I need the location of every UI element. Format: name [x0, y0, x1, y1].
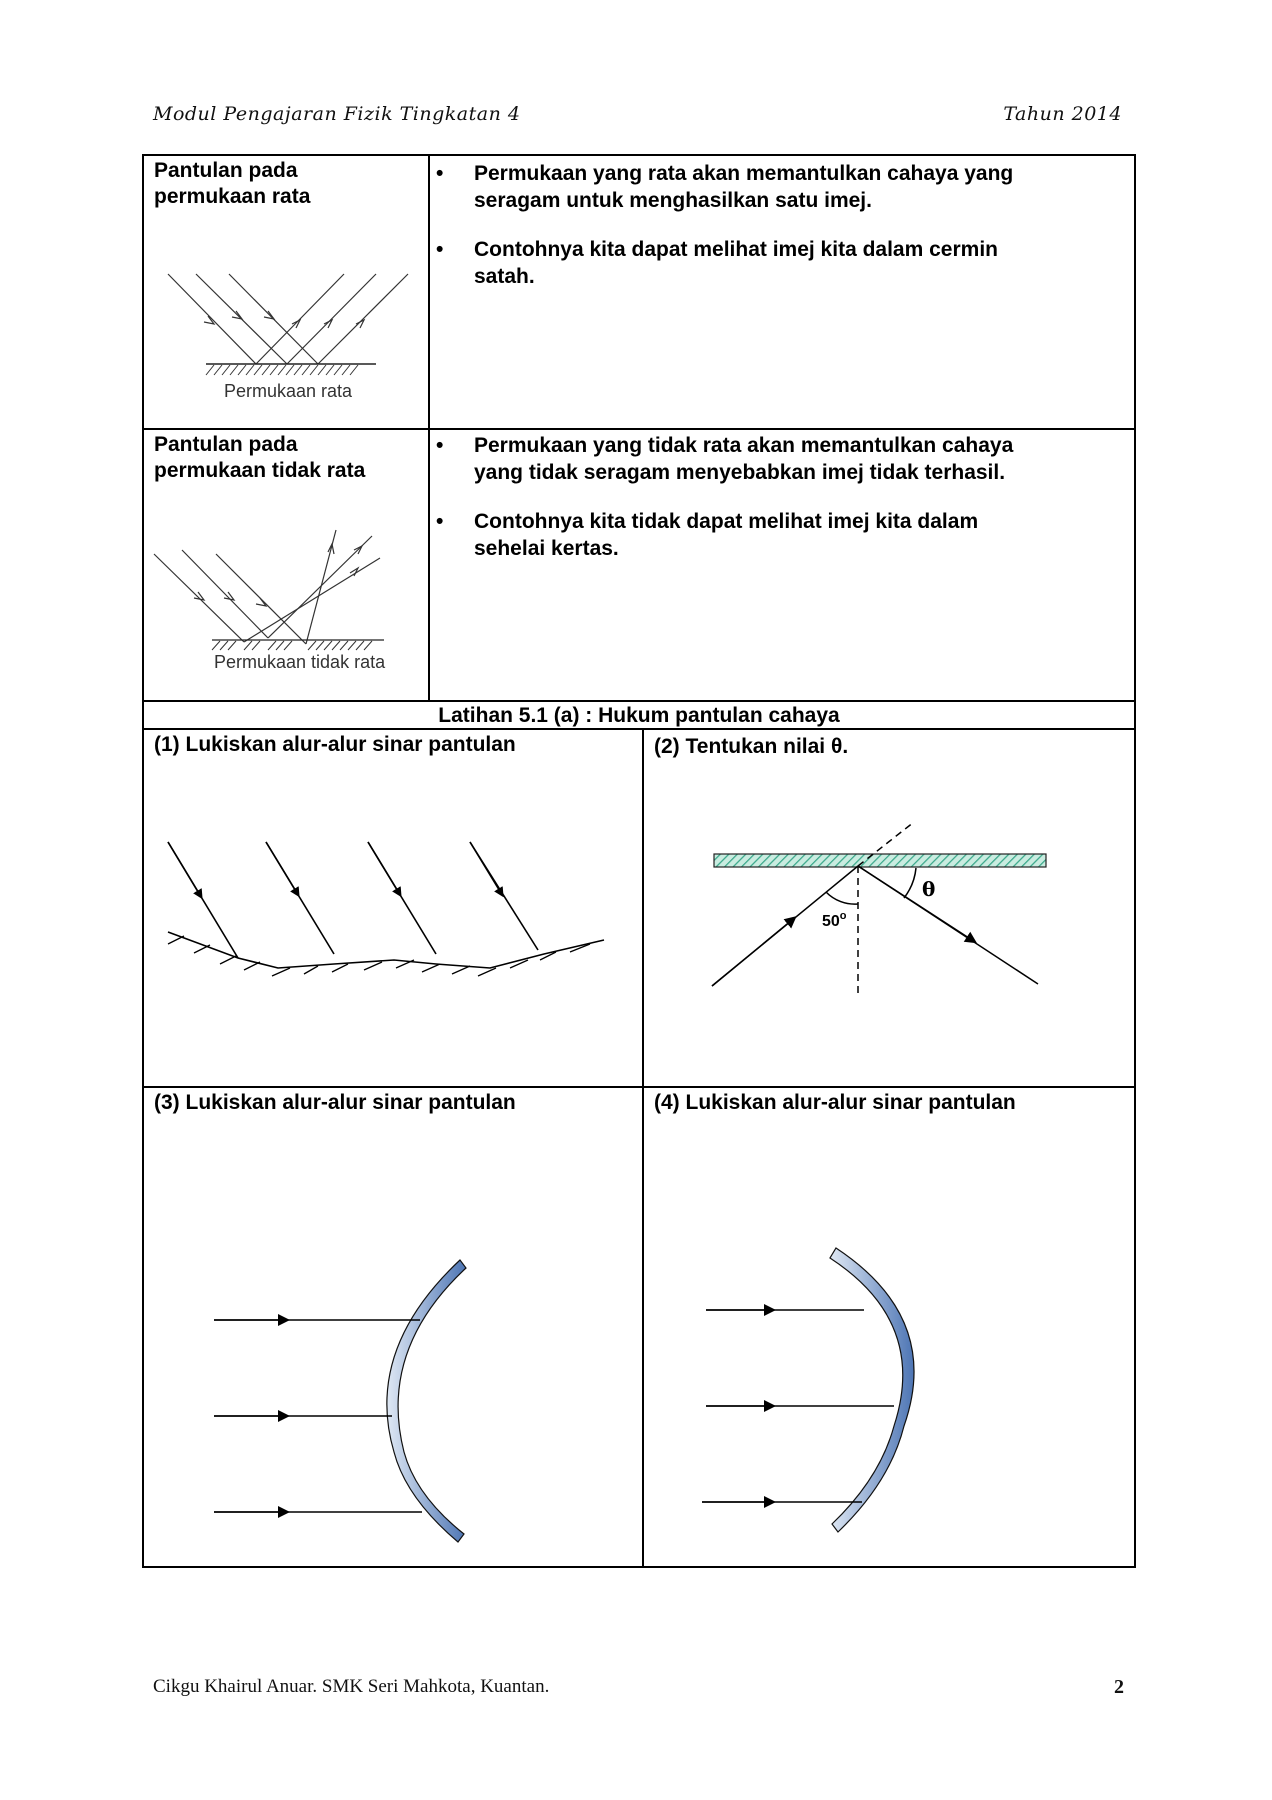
bullet-icon: •	[436, 434, 444, 457]
bullet-icon: •	[436, 510, 444, 533]
convex-mirror	[830, 1248, 914, 1532]
question-1-label: (1) Lukiskan alur-alur sinar pantulan	[154, 733, 516, 756]
header-year: Tahun 2014	[1003, 103, 1122, 125]
row2-bullet-2-line1: Contohnya kita tidak dapat melihat imej kita dalam	[474, 510, 979, 533]
row2-title-line2: permukaan tidak rata	[154, 459, 366, 482]
row2-title-line1: Pantulan pada	[154, 433, 298, 456]
row2-bullet-2	[430, 508, 1130, 562]
row1-bullet-2	[430, 236, 1130, 290]
row2-bullet-1-line1: Permukaan yang tidak rata akan memantulkan cahaya	[474, 434, 1014, 457]
row1-title-line2: permukaan rata	[154, 185, 311, 208]
flat-surface-reflection-diagram	[144, 156, 428, 428]
row1-bullet-list	[430, 160, 1130, 312]
row2-bullet-1-line2: yang tidak seragam menyebabkan imej tidak terhasil.	[474, 461, 1006, 484]
footer-author: Cikgu Khairul Anuar. SMK Seri Mahkota, Kuantan.	[153, 1676, 550, 1697]
rough-surface-reflection-diagram	[144, 428, 428, 700]
row2-bullet-list	[430, 432, 1130, 584]
question-3-concave-mirror-diagram	[144, 1086, 642, 1568]
bullet-icon: •	[436, 238, 444, 261]
row1-bullet-2-line2: satah.	[474, 265, 535, 288]
page-number: 2	[1114, 1676, 1124, 1698]
row1-bullet-2-line1: Contohnya kita dapat melihat imej kita dalam cermin	[474, 238, 998, 261]
question-2-label: (2) Tentukan nilai θ.	[654, 735, 849, 758]
question-3-label: (3) Lukiskan alur-alur sinar pantulan	[154, 1091, 516, 1114]
content-table	[142, 154, 1136, 1568]
plane-mirror	[714, 854, 1046, 867]
row1-title-line1: Pantulan pada	[154, 159, 298, 182]
row1-bullet-1-line2: seragam untuk menghasilkan satu imej.	[474, 189, 872, 212]
row1-bullet-1	[430, 160, 1130, 214]
concave-mirror	[387, 1260, 466, 1542]
header-module-title: Modul Pengajaran Fizik Tingkatan 4	[153, 103, 521, 125]
question-4-label: (4) Lukiskan alur-alur sinar pantulan	[654, 1091, 1016, 1114]
exercise-title: Latihan 5.1 (a) : Hukum pantulan cahaya	[438, 704, 840, 727]
rough-surface-caption: Permukaan tidak rata	[214, 652, 386, 672]
question-1-rough-surface-diagram	[144, 728, 642, 1086]
row-divider-2	[144, 700, 1134, 702]
given-angle-label: 50$^o$	[822, 910, 847, 930]
row1-bullet-1-line1: Permukaan yang rata akan memantulkan cahaya yang	[474, 162, 1014, 185]
question-2-plane-mirror-diagram	[642, 728, 1138, 1086]
theta-label: θ	[922, 877, 936, 901]
row2-bullet-2-line2: sehelai kertas.	[474, 537, 619, 560]
question-4-convex-mirror-diagram	[642, 1086, 1138, 1568]
row2-bullet-1	[430, 432, 1130, 486]
flat-surface-caption: Permukaan rata	[224, 381, 353, 401]
bullet-icon: •	[436, 162, 444, 185]
